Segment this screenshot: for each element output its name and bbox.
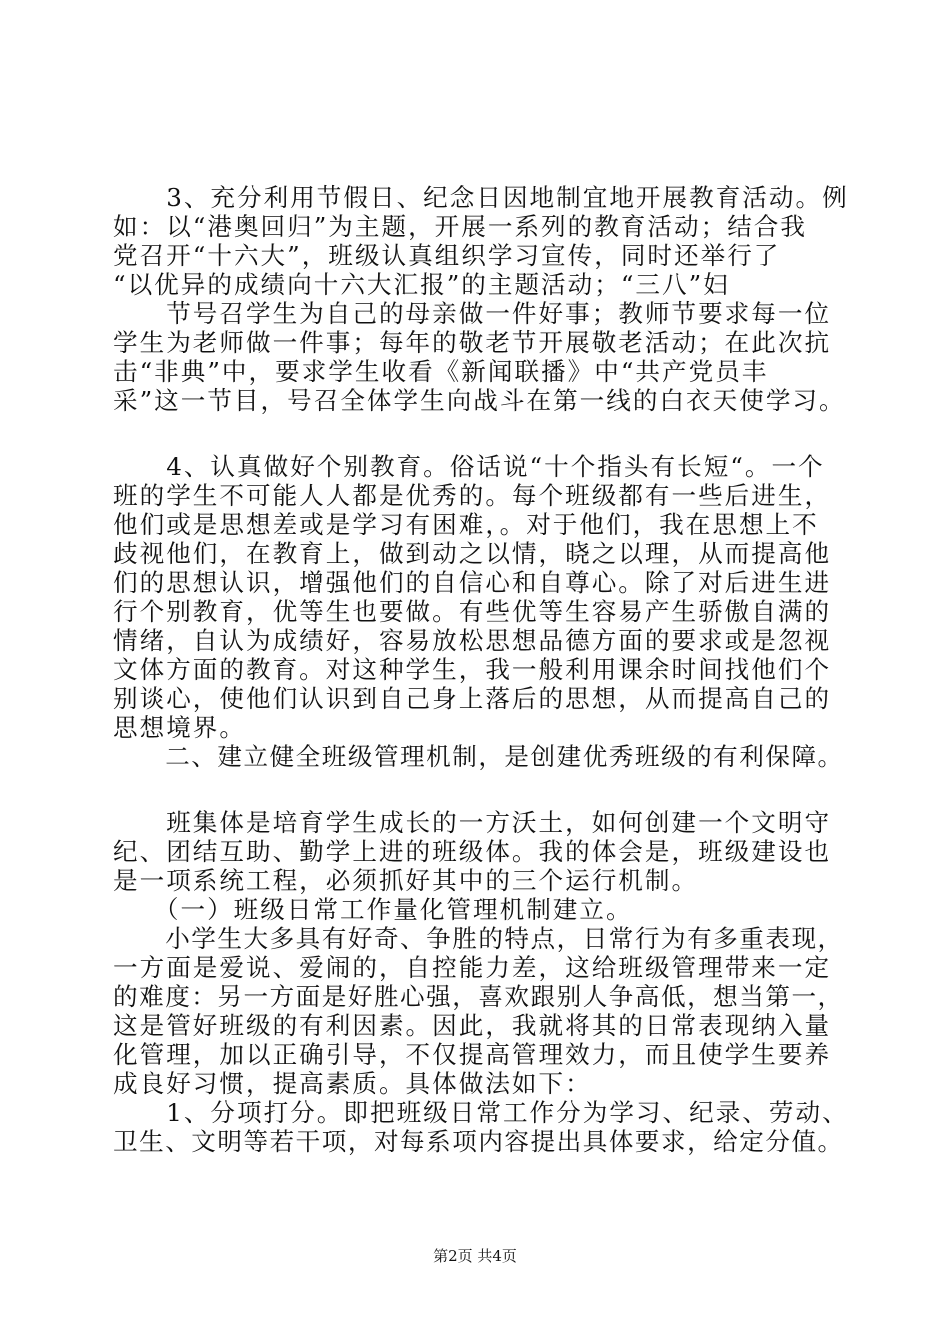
text-line: 卫生、文明等若干项，对每系项内容提出具体要求，给定分值。: [113, 1127, 844, 1156]
text-line: 成良好习惯，提高素质。具体做法如下：: [113, 1069, 592, 1098]
text-line: 党召开“十六大”，班级认真组织学习宣传，同时还举行了: [113, 241, 781, 270]
text-line: 思想境界。: [113, 713, 246, 742]
text-line: 1、分项打分。即把班级日常工作分为学习、纪录、劳动、: [113, 1098, 849, 1127]
text-line: 文体方面的教育。对这种学生，我一般利用课余时间找他们个: [113, 655, 832, 684]
text-line: “以优异的成绩向十六大汇报”的主题活动；“三八”妇: [113, 270, 730, 299]
text-line: 班的学生不可能人人都是优秀的。每个班级都有一些后进生，: [113, 481, 832, 510]
text-line: 化管理，加以正确引导，不仅提高管理效力，而且使学生要养: [113, 1040, 832, 1069]
text-line: 这是管好班级的有利因素。因此，我就将其的日常表现纳入量: [113, 1011, 832, 1040]
text-line: 的难度：另一方面是好胜心强，喜欢跟别人争高低，想当第一，: [113, 982, 844, 1011]
text-line: 如：以“港奥回归”为主题，开展一系列的教育活动；结合我: [113, 212, 807, 241]
text-line: 歧视他们，在教育上，做到动之以情，晓之以理，从而提高他: [113, 539, 832, 568]
text-line: 采”这一节目，号召全体学生向战斗在第一线的白衣天使学习。: [113, 386, 846, 415]
subsection-heading: （一）班级日常工作量化管理机制建立。: [113, 895, 633, 924]
text-line: 行个别教育，优等生也要做。有些优等生容易产生骄傲自满的: [113, 597, 832, 626]
text-line: 纪、团结互助、勤学上进的班级体。我的体会是，班级建设也: [113, 837, 832, 866]
text-line: 情绪，自认为成绩好，容易放松思想品德方面的要求或是忽视: [113, 626, 832, 655]
section-heading: 二、建立健全班级管理机制，是创建优秀班级的有利保障。: [113, 742, 844, 771]
text-line: 班集体是培育学生成长的一方沃土，如何创建一个文明守: [113, 808, 832, 837]
page-footer: 第2页 共4页: [433, 1247, 517, 1265]
text-line: 学生为老师做一件事；每年的敬老节开展敬老活动；在此次抗: [113, 328, 832, 357]
text-line: 们的思想认识，增强他们的自信心和自尊心。除了对后进生进: [113, 568, 832, 597]
text-line: 4、认真做好个别教育。俗话说“十个指头有长短“。一个: [113, 452, 825, 481]
text-line: 小学生大多具有好奇、争胜的特点，日常行为有多重表现，: [113, 924, 844, 953]
text-line: 3、充分利用节假日、纪念日因地制宜地开展教育活动。例: [113, 183, 849, 212]
text-line: 一方面是爱说、爱闹的，自控能力差，这给班级管理带来一定: [113, 953, 832, 982]
text-line: 别谈心，使他们认识到自己身上落后的思想，从而提高自己的: [113, 684, 832, 713]
text-line: 节号召学生为自己的母亲做一件好事；教师节要求每一位: [113, 299, 832, 328]
text-line: 是一项系统工程，必须抓好其中的三个运行机制。: [113, 866, 699, 895]
text-line: 他们或是思想差或是学习有困难，。对于他们，我在思想上不: [113, 510, 819, 539]
text-line: 击“非典”中，要求学生收看《新闻联播》中“共产党员丰: [113, 357, 769, 386]
